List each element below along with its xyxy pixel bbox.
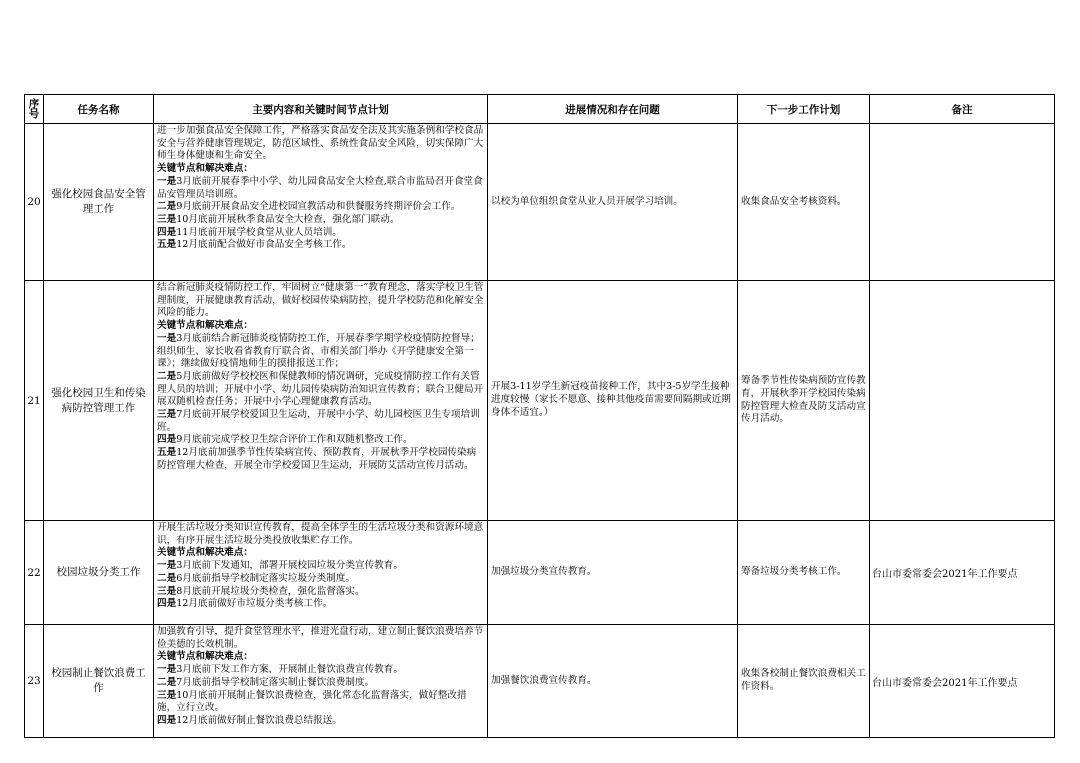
table-row xyxy=(25,625,1055,738)
key-points-title: 关键节点和解决难点： xyxy=(157,651,253,663)
row-seq: 22 xyxy=(25,521,44,625)
key-point-prefix: 三是 xyxy=(157,213,177,225)
row-note xyxy=(870,281,1055,521)
row-main-content xyxy=(154,124,488,281)
header-main-content: 主要内容和关键时间节点计划 xyxy=(154,95,488,124)
header-next-plan: 下一步工作计划 xyxy=(738,95,870,124)
key-point xyxy=(157,239,484,252)
key-point-text: 12月底前做好市垃圾分类考核工作。 xyxy=(176,598,333,610)
key-point-text: 11月底前开展学校食堂从业人员培训。 xyxy=(176,226,342,238)
key-point-prefix: 五是 xyxy=(157,447,177,459)
key-point-text: 3月底前开展春季中小学、幼儿园食品安全大检查,联合市监局召开食堂食品安管理员培训班。 xyxy=(157,175,483,200)
key-points-title: 关键节点和解决难点： xyxy=(157,320,253,332)
key-point-prefix: 三是 xyxy=(157,409,177,421)
table-row xyxy=(25,124,1055,281)
key-point-prefix: 四是 xyxy=(157,226,177,238)
row-seq: 20 xyxy=(25,124,44,281)
header-seq: 序号 xyxy=(25,95,44,124)
key-point xyxy=(157,715,484,728)
row-progress: 开展3-11岁学生新冠疫苗接种工作，其中3-5岁学生接种进度较慢（家长不愿意、接种其他疫苗需要间隔期或近期身体不适宜。） xyxy=(488,281,738,521)
key-point-prefix: 五是 xyxy=(157,239,177,251)
key-point-text: 7月底前开展学校爱国卫生运动，开展中小学、幼儿园校医卫生专项培训班。 xyxy=(157,409,480,433)
key-points-title: 关键节点和解决难点： xyxy=(157,547,253,559)
row-intro: 加强教育引导，提升食堂管理水平，推进光盘行动，建立制止餐饮浪费培养节俭美德的长效机制。 xyxy=(157,626,484,650)
row-task-name: 校园制止餐饮浪费工作 xyxy=(44,625,154,738)
key-points-title: 关键节点和解决难点： xyxy=(157,163,253,175)
row-next-plan: 筹备季节性传染病预防宣传教育，开展秋季开学校园传染病防控管理大检查及防艾活动宣传月活动。 xyxy=(738,281,870,521)
key-point xyxy=(157,333,484,371)
key-point-text: 9月底前完成学校卫生综合评价工作和双随机整改工作。 xyxy=(176,434,413,446)
key-point xyxy=(157,371,484,409)
key-point xyxy=(157,586,484,599)
key-point xyxy=(157,690,484,715)
key-point-prefix: 一是 xyxy=(157,664,177,676)
key-point-prefix: 二是 xyxy=(157,370,177,382)
row-intro: 开展生活垃圾分类知识宣传教育，提高全体学生的生活垃圾分类和资源环境意识，有序开展生活垃圾分类投放收集贮存工作。 xyxy=(157,522,484,546)
key-point-prefix: 二是 xyxy=(157,572,177,584)
key-point xyxy=(157,598,484,611)
key-point-prefix: 二是 xyxy=(157,201,177,213)
row-note: 台山市委常委会2021年工作要点 xyxy=(870,521,1055,625)
key-point-text: 12月底前加强季节性传染病宣传、预防教育，开展秋季开学校园传染病防控管理大检查，开展全市学校爱国卫生运动，开展防艾活动宣传月活动。 xyxy=(157,447,477,471)
row-progress: 加强餐饮浪费宣传教育。 xyxy=(488,625,738,738)
key-point-prefix: 三是 xyxy=(157,689,177,701)
key-point xyxy=(157,447,484,472)
key-point-prefix: 一是 xyxy=(157,175,177,187)
key-point xyxy=(157,573,484,586)
row-task-name: 强化校园食品安全管理工作 xyxy=(44,124,154,281)
key-point xyxy=(157,560,484,573)
key-point xyxy=(157,664,484,677)
key-point-prefix: 二是 xyxy=(157,676,177,688)
key-point-text: 9月底前开展食品安全进校园宣教活动和供餐服务终期评价会工作。 xyxy=(176,201,461,213)
key-point-text: 6月底前指导学校制定落实垃圾分类制度。 xyxy=(176,572,355,584)
row-task-name: 校园垃圾分类工作 xyxy=(44,521,154,625)
row-intro: 进一步加强食品安全保障工作，严格落实食品安全法及其实施条例和学校食品安全与营养健康管理规定，防范区域性、系统性食品安全风险，切实保障广大师生身体健康和生命安全。 xyxy=(157,125,484,162)
row-main-content xyxy=(154,625,488,738)
key-point-text: 3月底前下发工作方案，开展制止餐饮浪费宣传教育。 xyxy=(176,664,403,676)
key-point-text: 8月底前开展垃圾分类检查，强化监督落实。 xyxy=(176,585,365,597)
key-point-prefix: 四是 xyxy=(157,714,177,726)
key-point-text: 3月底前下发通知，部署开展校园垃圾分类宣传教育。 xyxy=(176,560,403,572)
key-point xyxy=(157,677,484,690)
table-row xyxy=(25,281,1055,521)
key-point-prefix: 四是 xyxy=(157,598,177,610)
key-point-text: 12月底前做好制止餐饮浪费总结报送。 xyxy=(176,714,342,726)
row-note xyxy=(870,124,1055,281)
header-note: 备注 xyxy=(870,95,1055,124)
row-task-name: 强化校园卫生和传染病防控管理工作 xyxy=(44,281,154,521)
row-progress: 以校为单位组织食堂从业人员开展学习培训。 xyxy=(488,124,738,281)
key-point-prefix: 三是 xyxy=(157,585,177,597)
key-point-prefix: 一是 xyxy=(157,560,177,572)
key-point xyxy=(157,176,484,201)
header-row xyxy=(25,95,1055,124)
row-next-plan: 收集食品安全考核资料。 xyxy=(738,124,870,281)
key-point-prefix: 一是 xyxy=(157,332,177,344)
row-seq: 23 xyxy=(25,625,44,738)
key-point xyxy=(157,214,484,227)
header-progress: 进展情况和存在问题 xyxy=(488,95,738,124)
key-point-text: 10月底前开展制止餐饮浪费检查，强化常态化监督落实，做好整改措施，立行立改。 xyxy=(157,689,467,714)
key-point xyxy=(157,409,484,434)
key-point xyxy=(157,227,484,240)
task-table xyxy=(24,94,1055,738)
row-seq: 21 xyxy=(25,281,44,521)
key-point-text: 7月底前指导学校制定落实制止餐饮浪费制度。 xyxy=(176,676,375,688)
row-next-plan: 筹备垃圾分类考核工作。 xyxy=(738,521,870,625)
row-progress: 加强垃圾分类宣传教育。 xyxy=(488,521,738,625)
key-point-prefix: 四是 xyxy=(157,434,177,446)
header-task-name: 任务名称 xyxy=(44,95,154,124)
row-intro: 结合新冠肺炎疫情防控工作，牢固树立“健康第一”教育理念，落实学校卫生管理制度，开展健康教育活动，做好校园传染病防控，提升学校防范和化解安全风险的能力。 xyxy=(157,282,484,319)
key-point xyxy=(157,201,484,214)
key-point xyxy=(157,434,484,447)
row-next-plan: 收集各校制止餐饮浪费相关工作资料。 xyxy=(738,625,870,738)
key-point-text: 10月底前开展秋季食品安全大检查，强化部门联动。 xyxy=(176,213,400,225)
key-point-text: 12月底前配合做好市食品安全考核工作。 xyxy=(176,239,352,251)
row-main-content xyxy=(154,521,488,625)
row-main-content xyxy=(154,281,488,521)
key-point-text: 3月底前结合新冠肺炎疫情防控工作，开展春季学期学校疫情防控督导；组织师生、家长收看省教育厅联合省、市相关部门举办《开学健康安全第一课》；继续做好疫情地师生的摸排报送工作； xyxy=(157,332,480,370)
table-row xyxy=(25,521,1055,625)
row-note: 台山市委常委会2021年工作要点 xyxy=(870,625,1055,738)
key-point-text: 5月底前做好学校校医和保健教师的情况调研，完成疫情防控工作有关管理人员的培训；开展中小学、幼儿园传染病防治知识宣传教育；联合卫健局开展双随机检查任务；开展中小学心理健康教育活动。 xyxy=(157,370,484,408)
